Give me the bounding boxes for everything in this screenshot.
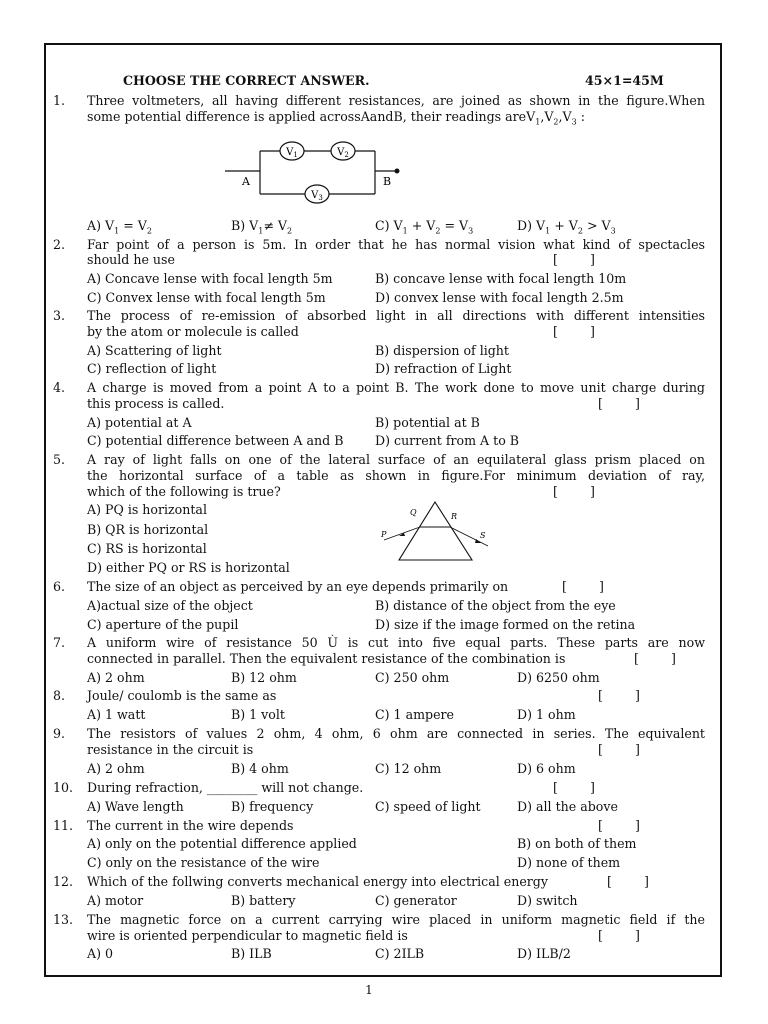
option-a: A) PQ is horizontal <box>87 502 207 517</box>
option-b: B) distance of the object from the eye <box>375 598 616 613</box>
option-b: B) potential at B <box>375 415 480 430</box>
option-b: B) QR is horizontal <box>87 522 209 537</box>
option-b: B) concave lense with focal length 10m <box>375 271 627 286</box>
question-number: 13. <box>53 912 74 927</box>
answer-bracket: [ ] <box>553 252 595 267</box>
option-b: B) ILB <box>231 946 272 961</box>
question-text: The size of an object as perceived by an eye depends primarily on <box>87 579 509 594</box>
option-d: D) 6 ohm <box>517 761 576 776</box>
point-s-label: S <box>480 531 486 540</box>
option-b: B) $V_1\ne V_2$ <box>231 218 293 236</box>
question-number: 12. <box>53 874 74 889</box>
question-text: The current in the wire depends <box>87 818 294 833</box>
option-d: D) 1 ohm <box>517 707 576 722</box>
point-r-label: R <box>451 512 458 521</box>
option-a: A) motor <box>87 893 144 908</box>
option-a: A) Wave length <box>87 799 184 814</box>
question-text: Joule/ coulomb is the same as <box>87 688 277 703</box>
answer-bracket: [ ] <box>607 874 649 889</box>
point-b-label: B <box>383 175 392 188</box>
answer-bracket: [ ] <box>598 688 640 703</box>
option-a: A) Scattering of light <box>87 343 222 358</box>
question-number: 11. <box>53 818 74 833</box>
option-b: B) dispersion of light <box>375 343 509 358</box>
v1-label: $V_1$ <box>286 147 298 159</box>
option-a: A) potential at A <box>87 415 192 430</box>
option-b: B) frequency <box>231 799 314 814</box>
question-number: 10. <box>53 780 74 795</box>
question-number: 2. <box>53 237 66 252</box>
option-a: A) only on the potential difference applied <box>87 836 357 851</box>
question-number: 8. <box>53 688 66 703</box>
question-text: some potential difference is applied acrossAandB, their readings $areV_1,V_2,V_3$ : <box>87 109 585 127</box>
question-text: wire is oriented perpendicular to magnetic field is <box>87 928 408 943</box>
option-c: C) generator <box>375 893 457 908</box>
answer-bracket: [ ] <box>598 928 640 943</box>
option-c: C) only on the resistance of the wire <box>87 855 320 870</box>
option-d: D) all the above <box>517 799 618 814</box>
question-text: should he use <box>87 252 175 267</box>
option-c: C) aperture of the pupil <box>87 617 239 632</box>
option-c: C) Convex lense with focal length 5m <box>87 290 326 305</box>
option-d: D) 6250 ohm <box>517 670 600 685</box>
option-a: A) 1 watt <box>87 707 146 722</box>
question-number: 6. <box>53 579 66 594</box>
answer-bracket: [ ] <box>562 579 604 594</box>
question-number: 5. <box>53 452 66 467</box>
question-text: During refraction, ________ will not change. <box>87 780 364 795</box>
option-a: A) 2 ohm <box>87 761 145 776</box>
question-text: A charge is moved from a point A to a point B. The work done to move unit charge during <box>87 380 705 395</box>
option-d: D) current from A to B <box>375 433 520 448</box>
option-d: D) either PQ or RS is horizontal <box>87 560 290 575</box>
answer-bracket: [ ] <box>553 484 595 499</box>
option-c: C) 12 ohm <box>375 761 442 776</box>
answer-bracket: [ ] <box>634 651 676 666</box>
option-d: D) none of them <box>517 855 621 870</box>
option-d: D) refraction of Light <box>375 361 512 376</box>
question-text: Which of the follwing converts mechanical energy into electrical energy <box>87 874 548 889</box>
option-a: A)actual size of the object <box>87 598 253 613</box>
option-c: C) 1 ampere <box>375 707 455 722</box>
option-c: C) potential difference between A and B <box>87 433 344 448</box>
option-c: C) $V_1 + V_2 = V_3$ <box>375 218 474 236</box>
option-a: A) 2 ohm <box>87 670 145 685</box>
option-a: A) 0 <box>87 946 114 961</box>
point-a-label: A <box>242 175 250 188</box>
option-c: C) RS is horizontal <box>87 541 207 556</box>
page-number: 1 <box>365 983 373 997</box>
question-number: 7. <box>53 635 66 650</box>
option-d: D) switch <box>517 893 578 908</box>
option-c: C) reflection of light <box>87 361 217 376</box>
option-d: D) convex lense with focal length 2.5m <box>375 290 624 305</box>
option-c: C) 250 ohm <box>375 670 450 685</box>
question-text: A ray of light falls on one of the lateral surface of an equilateral glass prism placed on <box>87 452 705 467</box>
point-p-label: P <box>381 530 387 539</box>
answer-bracket: [ ] <box>598 396 640 411</box>
question-text: connected in parallel. Then the equivalent resistance of the combination is <box>87 651 566 666</box>
option-b: B) 12 ohm <box>231 670 297 685</box>
question-text: Three voltmeters, all having different resistances, are joined as shown in the figure.When <box>87 93 705 108</box>
option-d: D) ILB/2 <box>517 946 571 961</box>
option-b: B) on both of them <box>517 836 637 851</box>
option-d: D) size if the image formed on the retina <box>375 617 636 632</box>
option-c: C) 2ILB <box>375 946 425 961</box>
answer-bracket: [ ] <box>553 780 595 795</box>
option-b: B) 4 ohm <box>231 761 289 776</box>
prism-figure <box>378 500 508 572</box>
answer-bracket: [ ] <box>553 324 595 339</box>
question-number: 4. <box>53 380 66 395</box>
question-number: 9. <box>53 726 66 741</box>
question-text: The process of re-emission of absorbed light in all directions with different intensities <box>87 308 705 323</box>
option-c: C) speed of light <box>375 799 481 814</box>
option-b: B) 1 volt <box>231 707 285 722</box>
question-number: 1. <box>53 93 66 108</box>
voltmeter-circuit-figure <box>225 133 415 213</box>
point-q-label: Q <box>410 508 417 517</box>
question-text: which of the following is true? <box>87 484 281 499</box>
v2-label: $V_2$ <box>337 147 349 159</box>
question-text: The resistors of values 2 ohm, 4 ohm, 6 ohm are connected in series. The equivalent <box>87 726 705 741</box>
question-text: by the atom or molecule is called <box>87 324 299 339</box>
option-d: D) $V_1 + V_2 > V_3$ <box>517 218 616 236</box>
question-text: A uniform wire of resistance 50 Ù is cut into five equal parts. These parts are now <box>87 635 705 650</box>
section-title: CHOOSE THE CORRECT ANSWER. <box>123 73 370 88</box>
answer-bracket: [ ] <box>598 742 640 757</box>
question-text: the horizontal surface of a table as shown in figure.For minimum deviation of ray, <box>87 468 705 483</box>
question-text: this process is called. <box>87 396 225 411</box>
total-marks: 45×1=45M <box>585 73 664 88</box>
question-text: The magnetic force on a current carrying wire placed in uniform magnetic field if the <box>87 912 705 927</box>
question-text: resistance in the circuit is <box>87 742 254 757</box>
option-a: A) Concave lense with focal length 5m <box>87 271 333 286</box>
answer-bracket: [ ] <box>598 818 640 833</box>
question-number: 3. <box>53 308 66 323</box>
option-a: A) $V_1 = V_2$ <box>87 218 152 236</box>
question-text: Far point of a person is 5m. In order that he has normal vision what kind of spectacles <box>87 237 705 252</box>
v3-label: $V_3$ <box>311 190 323 202</box>
option-b: B) battery <box>231 893 296 908</box>
